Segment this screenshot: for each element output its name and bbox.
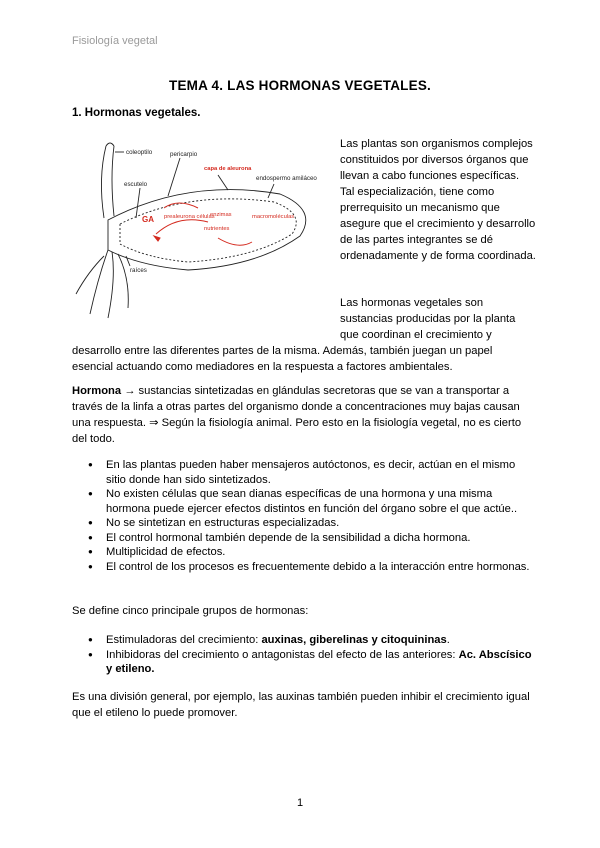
list-item: ● El control de los procesos es frecuentemente debido a la interacción entre hormonas. — [72, 560, 532, 575]
groups-intro: Se define cinco principale grupos de hormonas: — [72, 605, 309, 617]
label-aleurone: capa de aleurona — [204, 166, 252, 172]
label-cells: prealeurona células — [164, 214, 215, 220]
section-heading: 1. Hormonas vegetales. — [72, 107, 201, 119]
characteristics-list — [72, 458, 532, 574]
page-number: 1 — [296, 797, 304, 809]
label-coleoptile: coleoptilo — [126, 149, 153, 156]
definition-text: → sustancias sintetizadas en glándulas secretoras que se van a transportar a través de la linfa a otras partes del organismo donde a concentraciones muy bajas causan una respuesta. ⇒ Según la fisiología animal. Pero esto en la fisiología vegetal, no es cierto del todo. — [72, 385, 522, 445]
label-pericarp: pericarpio — [170, 151, 198, 158]
list-item: ● Multiplicidad de efectos. — [72, 545, 532, 560]
definition-term: Hormona — [72, 385, 122, 397]
list-item: ● Estimuladoras del crecimiento: auxinas, giberelinas y citoquininas. — [72, 633, 532, 648]
page-title: TEMA 4. LAS HORMONAS VEGETALES. — [169, 78, 431, 93]
list-item: ● En las plantas pueden haber mensajeros autóctonos, es decir, actúan en el mismo sitio donde han sido sintetizados. — [72, 458, 532, 487]
list-item: ● No se sintetizan en estructuras especializadas. — [72, 516, 532, 531]
page-header: Fisiología vegetal — [72, 35, 158, 47]
list-item: ● No existen células que sean dianas específicas de una hormona y una misma hormona puede ejercer efectos distintos en función del órgano sobre el que actúe.. — [72, 487, 532, 516]
label-roots: raíces — [130, 267, 147, 274]
list-item: ● El control hormonal también depende de la sensibilidad a dicha hormona. — [72, 531, 532, 546]
closing-paragraph: Es una división general, por ejemplo, las auxinas también pueden inhibir el crecimiento igual que el etileno lo puede promover. — [72, 691, 530, 719]
hormones-paragraph-end: desarrollo entre las diferentes partes de la misma. Además, también juegan un papel esencial actuando como mediadores en la respuesta a factores ambientales. — [72, 345, 493, 373]
hormone-definition — [72, 383, 532, 447]
label-ga: GA — [142, 215, 154, 224]
seed-germination-diagram — [68, 138, 330, 328]
list-item: ● Inhibidoras del crecimiento o antagonistas del efecto de las anteriores: Ac. Abscísico y etileno. — [72, 648, 532, 677]
hormone-groups-list — [72, 633, 532, 677]
hormones-paragraph-start: Las hormonas vegetales son sustancias producidas por la planta que coordinan el crecimiento y — [340, 297, 516, 341]
label-macromolecules: macromoléculas — [252, 214, 295, 220]
intro-paragraph: Las plantas son organismos complejos constituidos por diversos órganos que llevan a cabo funciones específicas. Tal especialización, tiene como prerrequisito un mecanismo que asegure que el crecimiento y desarrollo de las partes integrantes se dé ordenadamente y de forma coordinada. — [340, 138, 536, 262]
label-nutrients: nutrientes — [204, 226, 230, 232]
label-scutellum: escutelo — [124, 181, 148, 188]
label-enzymes: enzimas — [210, 212, 232, 218]
label-endosperm: endospermo amiláceo — [256, 175, 317, 182]
